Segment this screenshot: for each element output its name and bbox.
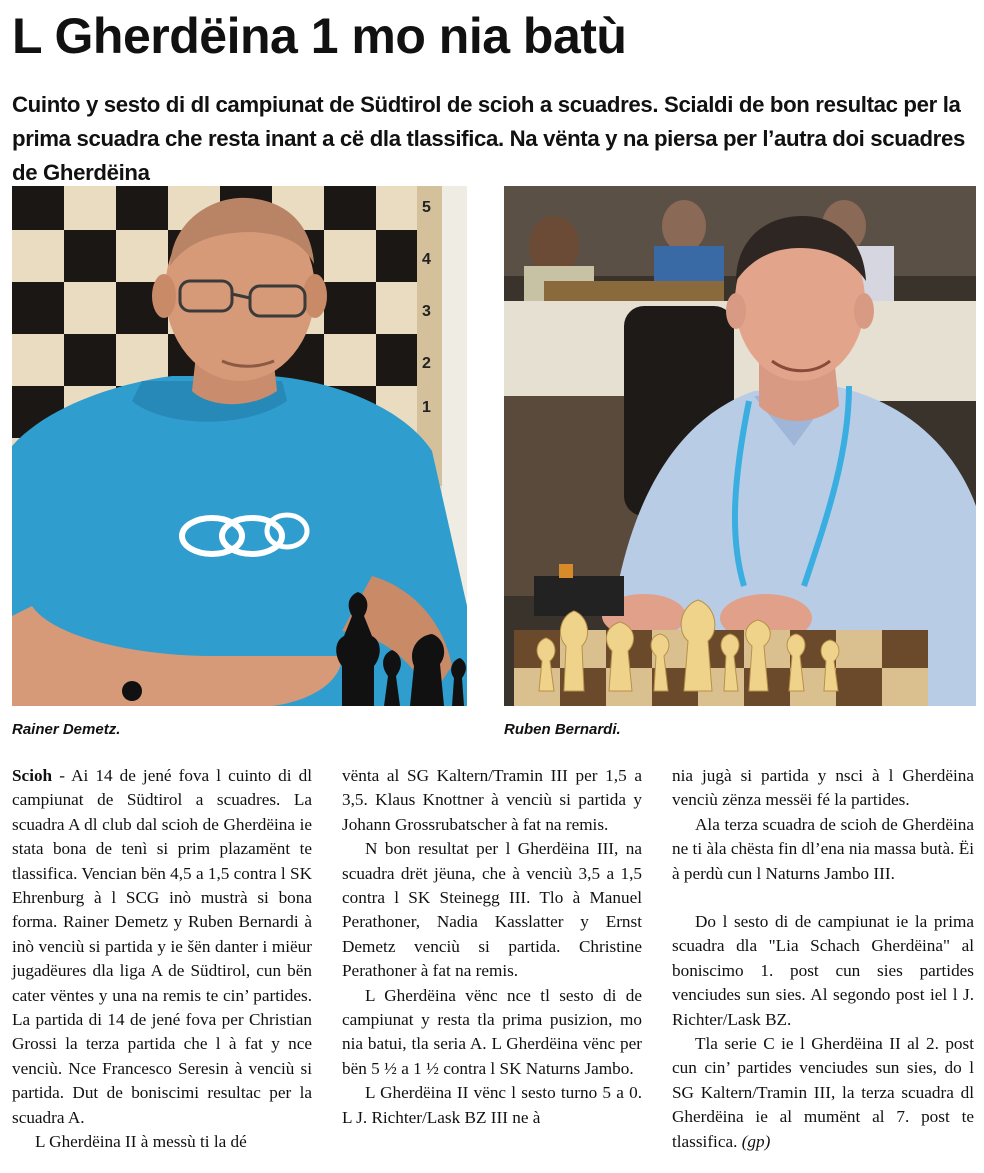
photo-caption: Rainer Demetz. bbox=[12, 721, 121, 738]
board-square bbox=[64, 282, 116, 334]
article-paragraph: Do l sesto di de campiunat ie la prima scuadra dla "Lia Schach Gherdëina" al boniscimo 1. post cun sies partides venciudes sun sies. Al segondo post iel l J. Richter/Lask BZ. bbox=[672, 912, 974, 1029]
board-square bbox=[324, 230, 376, 282]
board-square bbox=[64, 230, 116, 282]
board-rank-4: 4 bbox=[422, 251, 431, 268]
author-signature: (gp) bbox=[741, 1131, 771, 1151]
paragraph-text: Tla serie C ie l Gherdëina II al 2. post cun cin’ partides venciudes sun sies, do l SG Kaltern/Tramin III, la terza scuadra dl Gherdëina ie al mumënt al 7. post te tlassifica. bbox=[672, 1034, 974, 1151]
board-square bbox=[12, 282, 64, 334]
board-rank-2: 2 bbox=[422, 355, 431, 372]
article-lead: Cuinto y sesto di dl campiunat de Südtirol de scioh a scuadres. Scialdi de bon resultac per la prima scuadra che resta inant a cë dla tlassifica. Na vënta y na piersa per l’autra doi scuadres de Gherdëina bbox=[12, 92, 965, 185]
article-headline: L Gherdëina 1 mo nia batù bbox=[12, 8, 627, 64]
article-column bbox=[12, 764, 312, 1155]
board-square bbox=[324, 282, 376, 334]
board-square bbox=[882, 668, 928, 706]
board-square bbox=[882, 630, 928, 668]
board-square bbox=[12, 186, 64, 230]
board-rank-1: 1 bbox=[422, 399, 431, 416]
photo-rainer-demetz bbox=[12, 186, 467, 706]
board-square bbox=[64, 334, 116, 386]
board-square bbox=[836, 668, 882, 706]
board-square bbox=[324, 334, 376, 386]
board-square bbox=[116, 186, 168, 230]
board-square bbox=[64, 186, 116, 230]
article-paragraph: vënta al SG Kaltern/Tramin III per 1,5 a 3,5. Klaus Knottner à venciù si partida y Johann Grossrubatscher à fat na remis. bbox=[342, 766, 642, 834]
article-paragraph: L Gherdëina vënc nce tl sesto di de campiunat y resta tla prima pusizion, mo nia batui, tla seria A. L Gherdëina vënc per bën 5 ½ a 1 ½ contra l SK Naturns Jambo. bbox=[342, 985, 642, 1078]
dateline: Scioh bbox=[12, 766, 53, 785]
article-paragraph bbox=[672, 1032, 974, 1154]
photo-ruben-bernardi-illustration bbox=[504, 186, 976, 706]
board-square bbox=[12, 334, 64, 386]
board-rank-3: 3 bbox=[422, 303, 431, 320]
photo-rainer-demetz-illustration bbox=[12, 186, 467, 706]
article-paragraph: Ala terza scuadra de scioh de Gherdëina ne ti àla chësta fin dl’ena nia massa butà. Ëi à perdù cun l Naturns Jambo III. bbox=[672, 814, 974, 883]
board-square bbox=[12, 230, 64, 282]
article-paragraph bbox=[12, 764, 312, 1130]
article-paragraph: nia jugà si partida y nsci à l Gherdëina venciù zënza messëi fé la partides. bbox=[672, 766, 974, 810]
paragraph-text: - Ai 14 de jené fova l cuinto di dl campiunat de Südtirol a scuadres. La scuadra A dl club dal scioh de Gherdëina ie stata bona de tenì si prim plazamënt te tlassifica. Vencian bën 4,5 a 1,5 contra l SK Ehrenburg à l SCG inò mustrà si bona forma. Rainer Demetz y Ruben Bernardi à inò venciù si partida y ie šën danter i miëur jugadëures dla liga A de Südtirol, cun bën cater vëntes y una na remis te cin’ partides. La partida di 14 de jené fova per Christian Grossi la terza partida che l à fat y nce venciù. Nce Francesco Seresin à venciù si partida. Dut de boniscimi resultac per la scuadra A. bbox=[12, 766, 312, 1127]
board-square bbox=[836, 630, 882, 668]
article-paragraph: L Gherdëina II à messù ti la dé bbox=[35, 1132, 247, 1152]
article-paragraph: L Gherdëina II vënc l sesto turno 5 a 0. L J. Richter/Lask BZ III ne à bbox=[342, 1083, 642, 1127]
article-column bbox=[342, 764, 642, 1130]
article-paragraph: N bon resultat per l Gherdëina III, na scuadra drët jëuna, che à venciù 3,5 a 1,5 contra l SK Steinegg III. Tlo à Manuel Perathoner, Nadia Kasslatter y Ernst Demetz venciù si partida. Christine Perathoner à fat na remis. bbox=[342, 839, 642, 981]
board-square bbox=[116, 230, 168, 282]
photo-ruben-bernardi bbox=[504, 186, 976, 706]
board-square bbox=[324, 186, 376, 230]
photo-caption: Ruben Bernardi. bbox=[504, 721, 621, 738]
article-column bbox=[672, 764, 974, 1154]
board-rank-5: 5 bbox=[422, 199, 431, 216]
